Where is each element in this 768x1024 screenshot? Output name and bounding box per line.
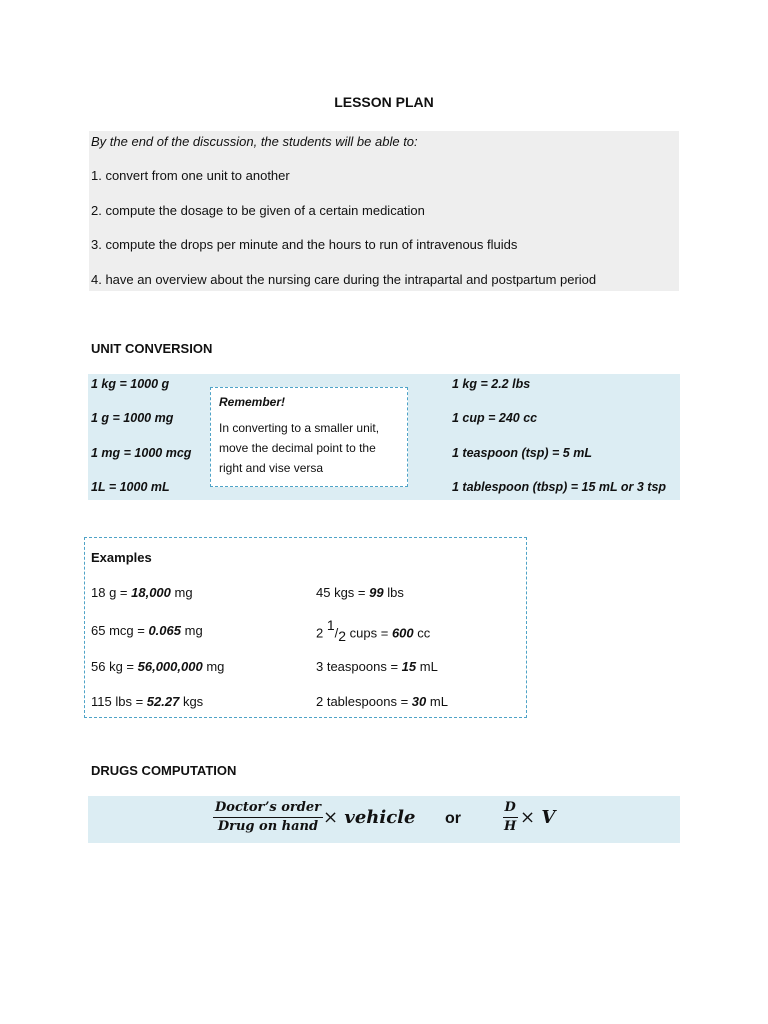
formula-short-fraction [502,799,518,836]
fraction-denominator: 2 [338,627,347,644]
examples-title: Examples [91,550,152,565]
conversion-left-item: 1 g = 1000 mg [91,411,174,425]
example-item: 56 kg = 56,000,000 mg [91,659,225,674]
conversion-right-item: 1 kg = 2.2 lbs [452,377,531,391]
formula-short-denominator: H [504,819,517,834]
objective-item: 3. compute the drops per minute and the hours to run of intravenous fluids [91,237,518,252]
example-item: 2 tablespoons = 30 mL [316,694,448,709]
formula-vehicle: × vehicle [323,807,416,828]
page-title: LESSON PLAN [334,94,434,110]
objectives-box [89,131,679,291]
formula-short-v: × V [520,807,556,828]
formula-denominator: Drug on hand [217,819,319,834]
conversion-left-item: 1 kg = 1000 g [91,377,170,391]
example-item: 65 mcg = 0.065 mg [91,623,203,638]
example-item-fraction: 2 $^1/_2$ cups = 600 cc [316,617,431,644]
conversion-right-item: 1 teaspoon (tsp) = 5 mL [452,446,592,460]
example-item: 18 g = 18,000 mg [91,585,193,600]
conversion-left-item: 1L = 1000 mL [91,480,170,494]
formula-or: or [445,810,461,827]
remember-callout [210,387,408,487]
example-item: 45 kgs = 99 lbs [316,585,404,600]
examples-box [84,537,527,718]
unit-conversion-heading: UNIT CONVERSION [91,341,213,356]
formula-fraction [213,799,323,836]
objective-item: 2. compute the dosage to be given of a certain medication [91,203,425,218]
objective-item: 4. have an overview about the nursing care during the intrapartal and postpartum period [91,272,597,287]
formula-numerator: Doctor’s order [213,799,323,818]
remember-body: In converting to a smaller unit, move the decimal point to the right and vise versa [219,421,380,475]
example-item: 3 teaspoons = 15 mL [316,659,438,674]
example-item: 115 lbs = 52.27 kgs [91,694,204,709]
objective-item: 1. convert from one unit to another [91,168,290,183]
conversion-left-item: 1 mg = 1000 mcg [91,446,192,460]
formula-short-numerator: D [503,799,518,818]
drugs-computation-heading: DRUGS COMPUTATION [91,763,237,778]
fraction-numerator: 1 [326,617,335,633]
objectives-intro: By the end of the discussion, the students will be able to: [91,134,418,149]
remember-title: Remember! [219,395,286,409]
conversion-right-item: 1 cup = 240 cc [452,411,538,425]
formula-band [88,796,680,843]
conversion-right-item: 1 tablespoon (tbsp) = 15 mL or 3 tsp [452,480,667,494]
